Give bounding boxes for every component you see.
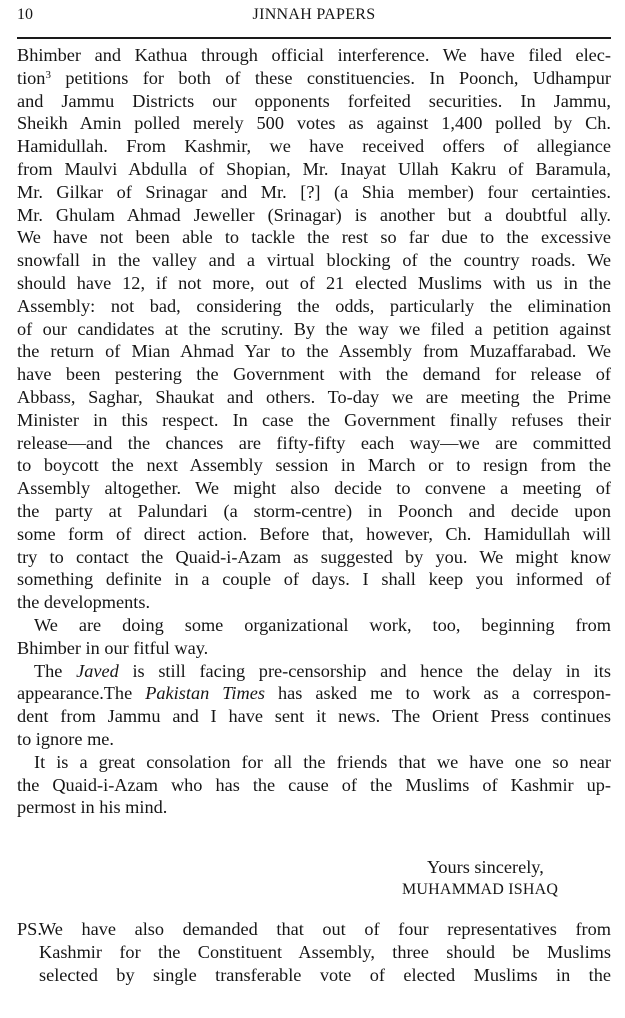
text-line: Kashmir for the Constituent Assembly, three should be Muslims (39, 941, 611, 962)
text-line: selected by single transferable vote of elected Muslims in the (39, 964, 611, 985)
newspaper-title: Javed (76, 660, 119, 681)
text-line: Abbass, Saghar, Shaukat and others. To-day we are meeting the Prime (17, 386, 611, 407)
text-line: some form of direct action. Before that, however, Ch. Hamidullah will (17, 523, 611, 544)
text-line: to boycott the next Assembly session in March or to resign from the (17, 455, 611, 476)
ps-label: PS. (17, 919, 42, 939)
text-line: permost in his mind. (17, 797, 168, 818)
text-line: We have not been able to tackle the rest so far due to the excessive (17, 227, 611, 248)
text-line: Bhimber and Kathua through official interference. We have filed elec- (17, 45, 611, 65)
signature: MUHAMMAD ISHAQ (402, 881, 559, 898)
paragraph-3 (17, 660, 611, 751)
text-line: something definite in a couple of days. I shall keep you informed of (17, 569, 611, 590)
running-title: JINNAH PAPERS (252, 6, 376, 23)
text-line: and Jammu Districts our opponents forfeited securities. In Jammu, (17, 90, 611, 111)
text-line: We are doing some organizational work, too, beginning from (34, 614, 611, 635)
text-line: dent from Jammu and I have sent it news. The Orient Press continues (17, 706, 611, 727)
text-line: Mr. Gilkar of Srinagar and Mr. [?] (a Shia member) four certainties. (17, 181, 611, 202)
text-line: appearance.The Pakistan Times has asked me to work as a correspon- (17, 683, 611, 704)
paragraph-4 (17, 751, 611, 819)
text-line: The Javed is still facing pre-censorship and hence the delay in its (34, 660, 611, 681)
text-line: to ignore me. (17, 728, 114, 749)
newspaper-title: Pakistan Times (145, 683, 265, 704)
letter-body (17, 44, 611, 985)
text-line: the developments. (17, 592, 151, 613)
text-line: Hamidullah. From Kashmir, we have received offers of allegiance (17, 136, 611, 157)
header-rule (17, 37, 611, 39)
text-line: have been pestering the Government with the demand for release of (17, 364, 611, 385)
text-line: the return of Mian Ahmad Yar to the Assembly from Muzaffarabad. We (17, 341, 611, 362)
paragraph-2 (17, 614, 611, 660)
text-line: It is a great consolation for all the friends that we have one so near (34, 751, 611, 772)
text-line: try to contact the Quaid-i-Azam as suggested by you. We might know (17, 546, 611, 567)
text-line: Mr. Ghulam Ahmad Jeweller (Srinagar) is another but a doubtful ally. (17, 204, 611, 225)
text-line: Bhimber in our fitful way. (17, 637, 209, 658)
text-line: snowfall in the valley and a virtual blocking of the country roads. We (17, 250, 611, 271)
page-header (17, 6, 611, 30)
text-line: Assembly: not bad, considering the odds, particularly the elimination (17, 295, 611, 316)
text-line: the Quaid-i-Azam who has the cause of the Muslims of Kashmir up- (17, 774, 611, 795)
text-line: release—and the chances are fifty-fifty each way—we are committed (17, 432, 611, 453)
salutation: Yours sincerely, (427, 857, 544, 877)
text-line: tion$^3$ petitions for both of these constituencies. In Poonch, Udhampur (17, 67, 611, 88)
text-line: We have also demanded that out of four representatives from (39, 919, 611, 939)
text-line: Sheikh Amin polled merely 500 votes as against 1,400 polled by Ch. (17, 113, 611, 134)
text-line: Minister in this respect. In case the Government finally refuses their (17, 409, 611, 430)
text-line: the party at Palundari (a storm-centre) in Poonch and decide upon (17, 500, 611, 521)
text-line: of our candidates at the scrutiny. By the way we filed a petition against (17, 318, 611, 339)
footnote-marker: 3 (45, 68, 51, 81)
text-line: should have 12, if not more, out of 21 elected Muslims with us in the (17, 272, 611, 293)
text-line: from Maulvi Abdulla of Shopian, Mr. Inayat Ullah Kakru of Baramula, (17, 158, 611, 179)
text-line: Assembly altogether. We might also decide to convene a meeting of (17, 478, 611, 499)
paragraph-1 (17, 44, 611, 614)
page-number: 10 (17, 6, 33, 23)
